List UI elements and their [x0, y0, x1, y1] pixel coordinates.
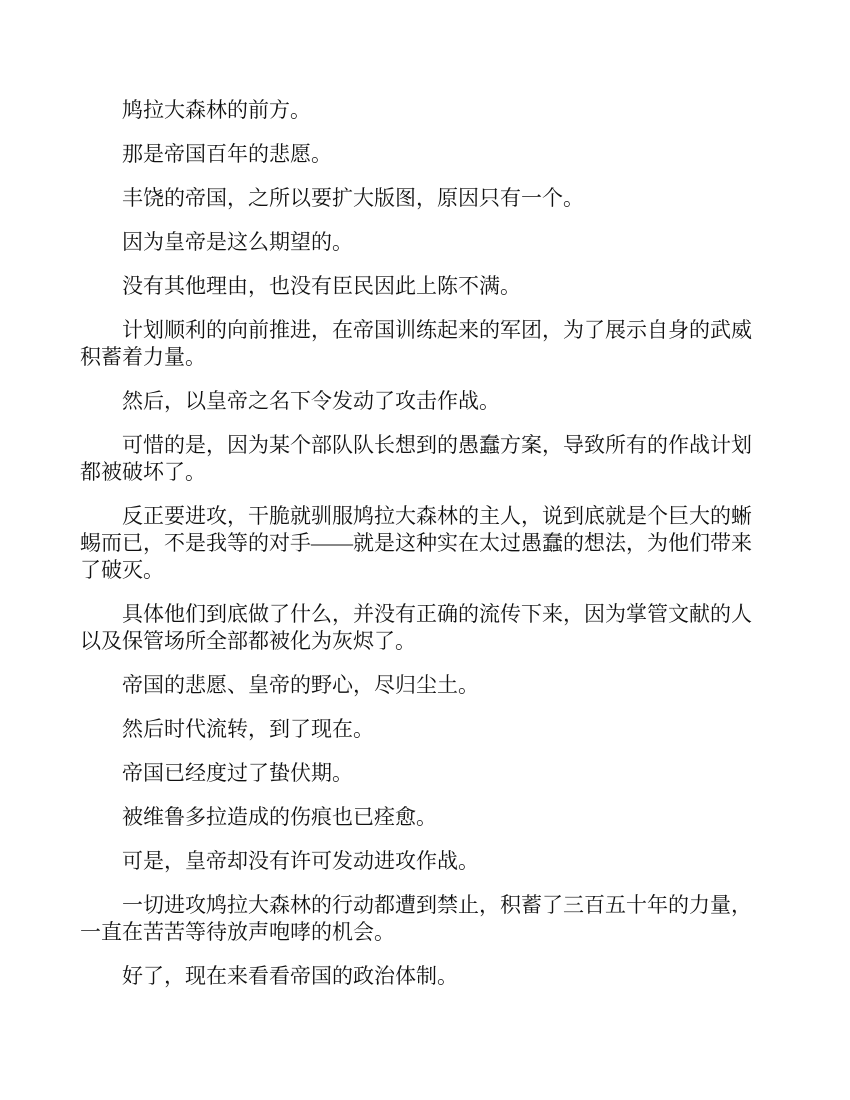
paragraph: 可惜的是，因为某个部队队长想到的愚蠢方案，导致所有的作战计划都被破坏了。 — [80, 433, 752, 484]
paragraph: 可是，皇帝却没有许可发动进攻作战。 — [122, 849, 479, 873]
paragraph: 帝国的悲愿、皇帝的野心，尽归尘土。 — [122, 673, 479, 697]
paragraph: 因为皇帝是这么期望的。 — [122, 230, 353, 254]
paragraph: 丰饶的帝国，之所以要扩大版图，原因只有一个。 — [122, 186, 584, 210]
paragraph: 被维鲁多拉造成的伤痕也已痊愈。 — [122, 805, 437, 829]
paragraph: 没有其他理由，也没有臣民因此上陈不满。 — [122, 274, 521, 298]
paragraph: 具体他们到底做了什么，并没有正确的流传下来，因为掌管文献的人以及保管场所全部都被化为灰烬了。 — [80, 602, 752, 653]
paragraph: 好了，现在来看看帝国的政治体制。 — [122, 964, 458, 988]
paragraph: 一切进攻鸠拉大森林的行动都遭到禁止，积蓄了三百五十年的力量，一直在苦苦等待放声咆哮的机会。 — [80, 893, 752, 944]
page-body — [80, 97, 772, 1007]
paragraph: 计划顺利的向前推进，在帝国训练起来的军团，为了展示自身的武威积蓄着力量。 — [80, 318, 752, 369]
paragraph: 然后，以皇帝之名下令发动了攻击作战。 — [122, 389, 500, 413]
paragraph: 那是帝国百年的悲愿。 — [122, 142, 332, 166]
paragraph: 帝国已经度过了蛰伏期。 — [122, 761, 353, 785]
paragraph: 然后时代流转，到了现在。 — [122, 717, 374, 741]
paragraph: 反正要进攻，干脆就驯服鸠拉大森林的主人，说到底就是个巨大的蜥蜴而已，不是我等的对手——就是这种实在太过愚蠢的想法，为他们带来了破灭。 — [80, 504, 752, 582]
paragraph: 鸠拉大森林的前方。 — [122, 98, 311, 122]
